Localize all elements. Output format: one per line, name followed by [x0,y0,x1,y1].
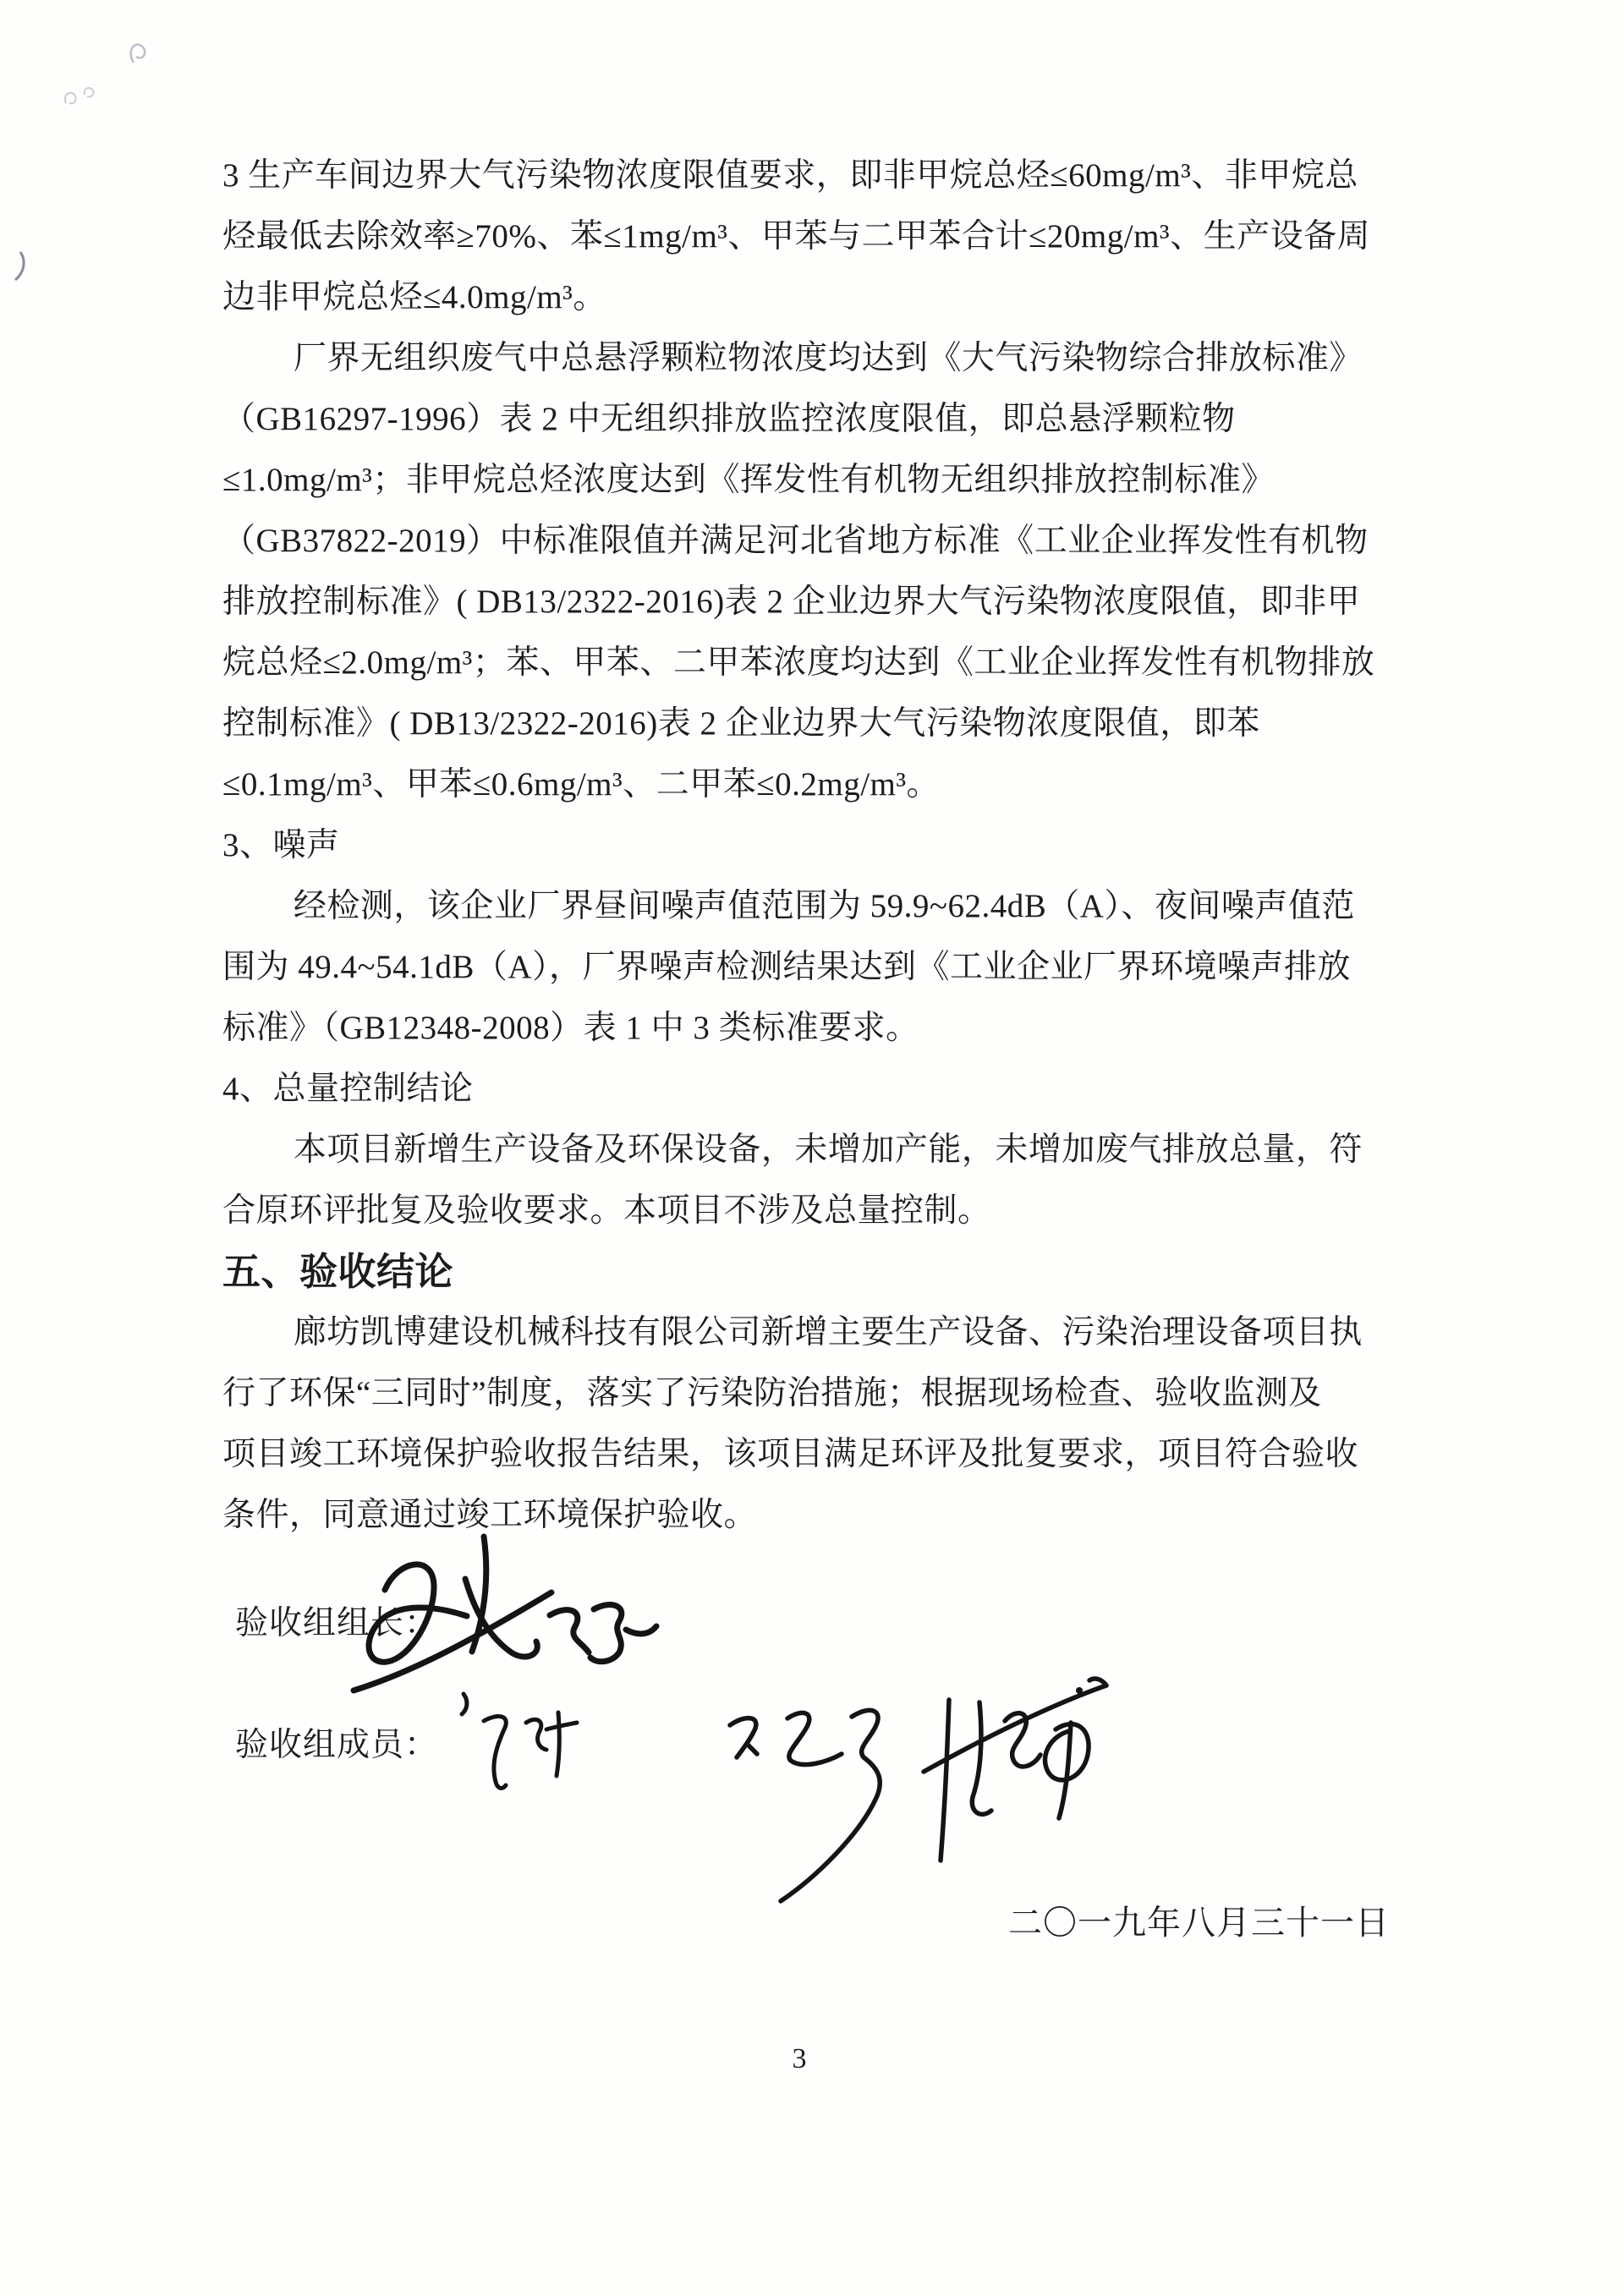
text-line: 合原环评批复及验收要求。本项目不涉及总量控制。 [222,1192,991,1229]
document-body [222,145,1407,1546]
text-line: 烃最低去除效率≥70%、苯≤1mg/m³、甲苯与二甲苯合计≤20mg/m³、生产设备周 [222,218,1371,255]
text-line: 4、总量控制结论 [222,1071,474,1107]
text-line: （GB37822-2019）中标准限值并满足河北省地方标准《工业企业挥发性有机物 [222,523,1369,559]
text-line: 五、验收结论 [222,1251,454,1293]
text-line: 标准》（GB12348-2008）表 1 中 3 类标准要求。 [222,1010,919,1046]
text-line: 3、噪声 [222,827,340,863]
signature-member-1 [440,1670,592,1814]
text-line: 厂界无组织废气中总悬浮颗粒物浓度均达到《大气污染物综合排放标准》 [293,340,1363,376]
text-line: （GB16297-1996）表 2 中无组织排放监控浓度限值，即总悬浮颗粒物 [222,401,1236,437]
text-line: 排放控制标准》( DB13/2322-2016)表 2 企业边界大气污染物浓度限值，即非甲 [222,584,1361,620]
text-line: ≤1.0mg/m³；非甲烷总烃浓度达到《挥发性有机物无组织排放控制标准》 [222,462,1275,498]
text-line: 廊坊凯博建设机械科技有限公司新增主要生产设备、污染治理设备项目执 [293,1314,1363,1351]
page-number: 3 [792,2043,807,2074]
document-date: 二〇一九年八月三十一日 [1008,1904,1390,1942]
text-line: 控制标准》( DB13/2322-2016)表 2 企业边界大气污染物浓度限值，即苯 [222,705,1260,742]
text-line: 烷总烃≤2.0mg/m³；苯、甲苯、二甲苯浓度均达到《工业企业挥发性有机物排放 [222,644,1375,681]
text-line: 项目竣工环境保护验收报告结果，该项目满足环评及批复要求，项目符合验收 [222,1436,1359,1472]
signature-member-2 [706,1691,901,1911]
acceptance-team-members-label: 验收组成员： [235,1727,439,1763]
text-line: 边非甲烷总烃≤4.0mg/m³。 [222,279,606,315]
text-line: ≤0.1mg/m³、甲苯≤0.6mg/m³、二甲苯≤0.2mg/m³。 [222,766,941,803]
acceptance-team-leader-label: 验收组组长： [235,1605,439,1641]
text-line: 3 生产车间边界大气污染物浓度限值要求，即非甲烷总烃≤60mg/m³、非甲烷总 [222,157,1358,194]
signature-member-3 [914,1670,1116,1882]
text-line: 行了环保“三同时”制度，落实了污染防治措施；根据现场检查、验收监测及 [222,1375,1322,1411]
text-line: 条件，同意通过竣工环境保护验收。 [222,1497,758,1533]
text-line: 本项目新增生产设备及环保设备，未增加产能，未增加废气排放总量，符 [293,1132,1363,1168]
text-line: 经检测，该企业厂界昼间噪声值范围为 59.9~62.4dB（A）、夜间噪声值范 [293,888,1355,924]
text-line: 围为 49.4~54.1dB（A），厂界噪声检测结果达到《工业企业厂界环境噪声排放 [222,949,1352,985]
